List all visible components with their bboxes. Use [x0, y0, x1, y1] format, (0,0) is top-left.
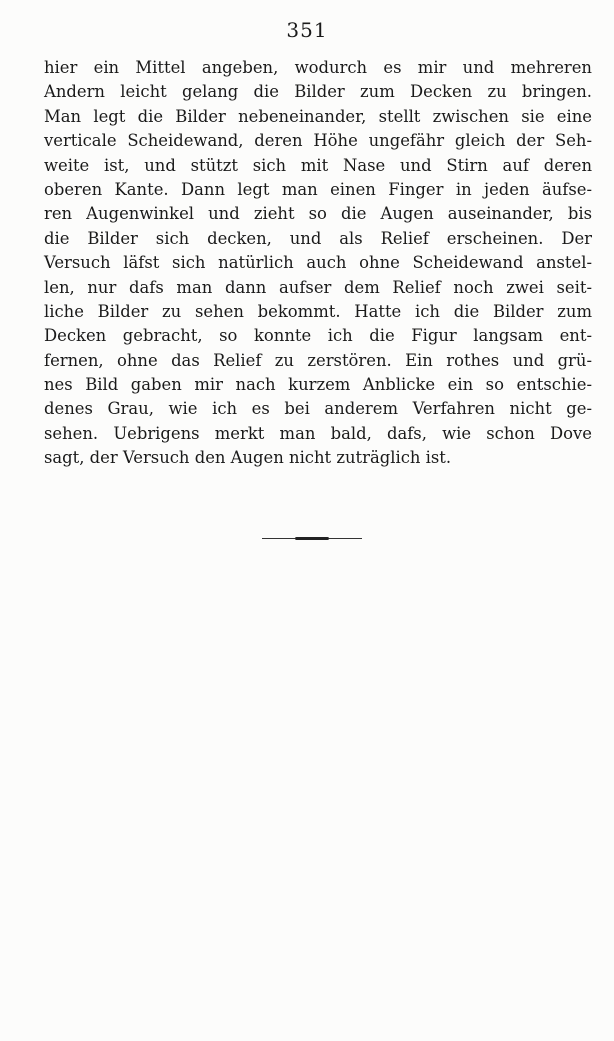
text-line: fernen, ohne das Relief zu zerstören. Ein rothes und grü- — [44, 350, 592, 370]
rule-right-segment — [329, 538, 362, 539]
text-line: len, nur dafs man dann aufser dem Relief noch zwei seit- — [44, 277, 592, 297]
text-line: nes Bild gaben mir nach kurzem Anblicke ein so entschie- — [44, 375, 592, 395]
text-line-last: sagt, der Versuch den Augen nicht zuträglich ist. — [44, 448, 452, 468]
text-line: liche Bilder zu sehen bekommt. Hatte ich die Bilder zum — [44, 301, 592, 321]
page-number: 351 — [286, 18, 328, 42]
text-line: oberen Kante. Dann legt man einen Finger in jeden äufse- — [44, 179, 592, 199]
text-line: Decken gebracht, so konnte ich die Figur langsam ent- — [44, 326, 592, 346]
text-line: Man legt die Bilder nebeneinander, stellt zwischen sie eine — [44, 106, 592, 126]
section-end-rule — [262, 537, 362, 539]
text-line: die Bilder sich decken, und als Relief erscheinen. Der — [44, 228, 592, 248]
text-line: hier ein Mittel angeben, wodurch es mir und mehreren — [44, 58, 592, 77]
text-line: verticale Scheidewand, deren Höhe ungefähr gleich der Seh- — [44, 131, 592, 151]
body-text — [44, 56, 592, 471]
text-line: Versuch läfst sich natürlich auch ohne Scheidewand anstel- — [44, 253, 592, 273]
text-line: Andern leicht gelang die Bilder zum Decken zu bringen. — [44, 82, 592, 102]
rule-left-segment — [262, 538, 295, 539]
text-line: ren Augenwinkel und zieht so die Augen auseinander, bis — [44, 204, 592, 224]
text-line: sehen. Uebrigens merkt man bald, dafs, wie schon Dove — [44, 423, 592, 443]
text-line: denes Grau, wie ich es bei anderem Verfahren nicht ge- — [44, 399, 592, 419]
text-line: weite ist, und stützt sich mit Nase und Stirn auf deren — [44, 155, 592, 175]
rule-center-ornament — [295, 537, 329, 540]
